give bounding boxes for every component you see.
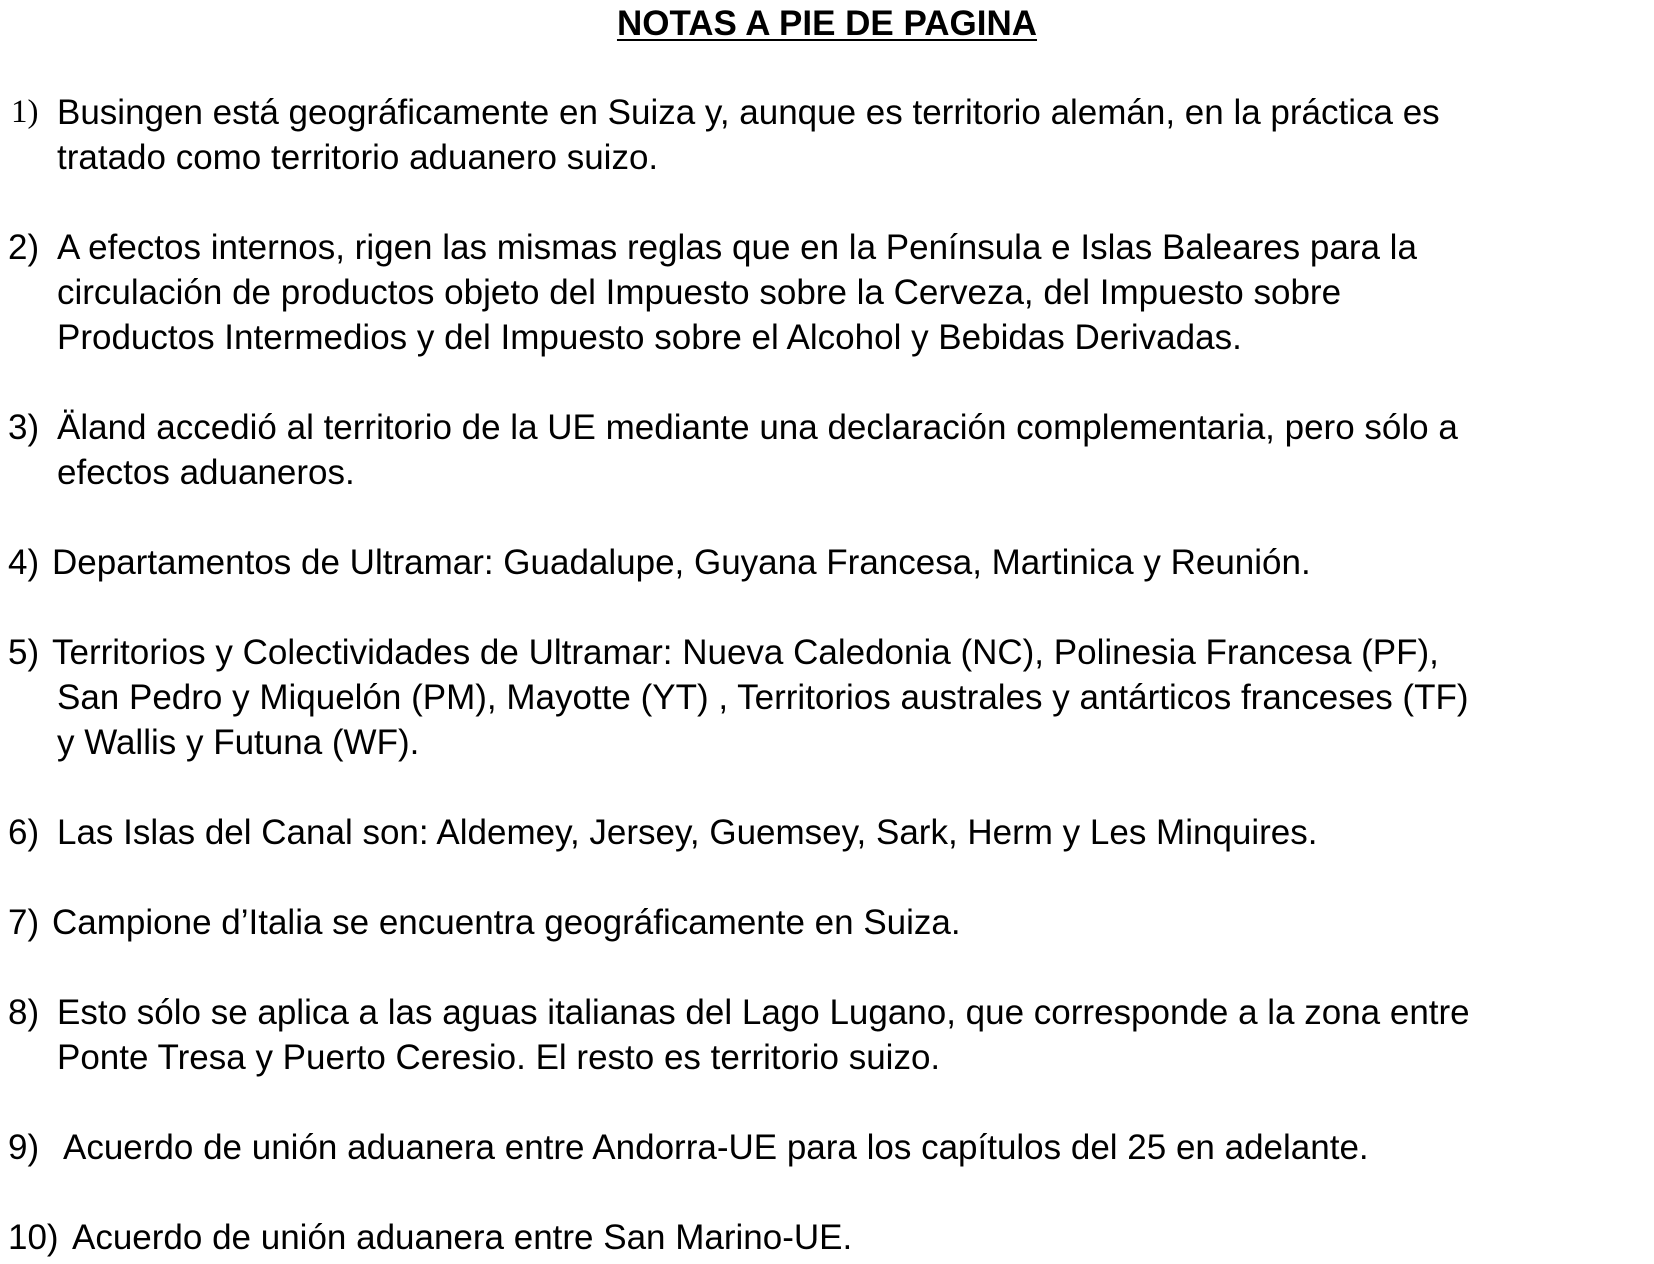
footnote-line: San Pedro y Miquelón (PM), Mayotte (YT) , Territorios australes y antárticos franceses (TF)	[57, 678, 1469, 717]
footnote-9	[0, 1125, 1654, 1170]
footnote-text	[57, 225, 1650, 360]
footnote-1	[0, 90, 1654, 180]
footnote-3	[0, 405, 1654, 495]
footnote-number: 1)	[11, 94, 39, 130]
footnote-line: tratado como territorio aduanero suizo.	[57, 138, 659, 177]
footnote-2	[0, 225, 1654, 360]
footnote-text	[57, 90, 1650, 180]
footnote-number: 9)	[8, 1128, 40, 1167]
footnote-line: y Wallis y Futuna (WF).	[57, 723, 420, 762]
footnote-8	[0, 990, 1654, 1080]
footnote-number: 6)	[8, 813, 40, 852]
footnote-line: A efectos internos, rigen las mismas reglas que en la Península e Islas Baleares para la	[57, 228, 1417, 267]
footnote-line: Esto sólo se aplica a las aguas italianas del Lago Lugano, que corresponde a la zona entre	[57, 993, 1470, 1032]
footnote-line: Äland accedió al territorio de la UE mediante una declaración complementaria, pero sólo a	[57, 408, 1458, 447]
footnote-10	[0, 1215, 1654, 1260]
footnote-line: Las Islas del Canal son: Aldemey, Jersey, Guemsey, Sark, Herm y Les Minquires.	[57, 813, 1318, 852]
footnote-5	[0, 630, 1654, 765]
footnote-line: Campione d’Italia se encuentra geográficamente en Suiza.	[52, 903, 961, 942]
footnote-line: Acuerdo de unión aduanera entre Andorra-UE para los capítulos del 25 en adelante.	[63, 1128, 1369, 1167]
footnote-line: Departamentos de Ultramar: Guadalupe, Guyana Francesa, Martinica y Reunión.	[52, 543, 1311, 582]
footnote-number: 10)	[8, 1218, 59, 1257]
footnote-number: 3)	[8, 408, 40, 447]
footnote-line: circulación de productos objeto del Impuesto sobre la Cerveza, del Impuesto sobre	[57, 273, 1342, 312]
footnote-number: 2)	[8, 228, 40, 267]
footnote-6	[0, 810, 1654, 855]
footnote-line: Acuerdo de unión aduanera entre San Marino-UE.	[72, 1218, 853, 1257]
footnote-number: 4)	[8, 543, 40, 582]
footnote-number: 8)	[8, 993, 40, 1032]
footnote-number: 5)	[8, 633, 40, 672]
footnote-line: efectos aduaneros.	[57, 453, 355, 492]
footnote-line: Territorios y Colectividades de Ultramar: Nueva Caledonia (NC), Polinesia Francesa (PF),	[52, 633, 1439, 672]
footnote-4	[0, 540, 1654, 585]
footnote-line: Productos Intermedios y del Impuesto sobre el Alcohol y Bebidas Derivadas.	[57, 318, 1242, 357]
footnote-7	[0, 900, 1654, 945]
footnote-line: Ponte Tresa y Puerto Ceresio. El resto es territorio suizo.	[57, 1038, 941, 1077]
page-title: NOTAS A PIE DE PAGINA	[616, 4, 1038, 43]
footnote-line: Busingen está geográficamente en Suiza y, aunque es territorio alemán, en la práctica es	[57, 93, 1440, 132]
footnote-number: 7)	[8, 903, 40, 942]
footnote-text	[57, 405, 1650, 495]
